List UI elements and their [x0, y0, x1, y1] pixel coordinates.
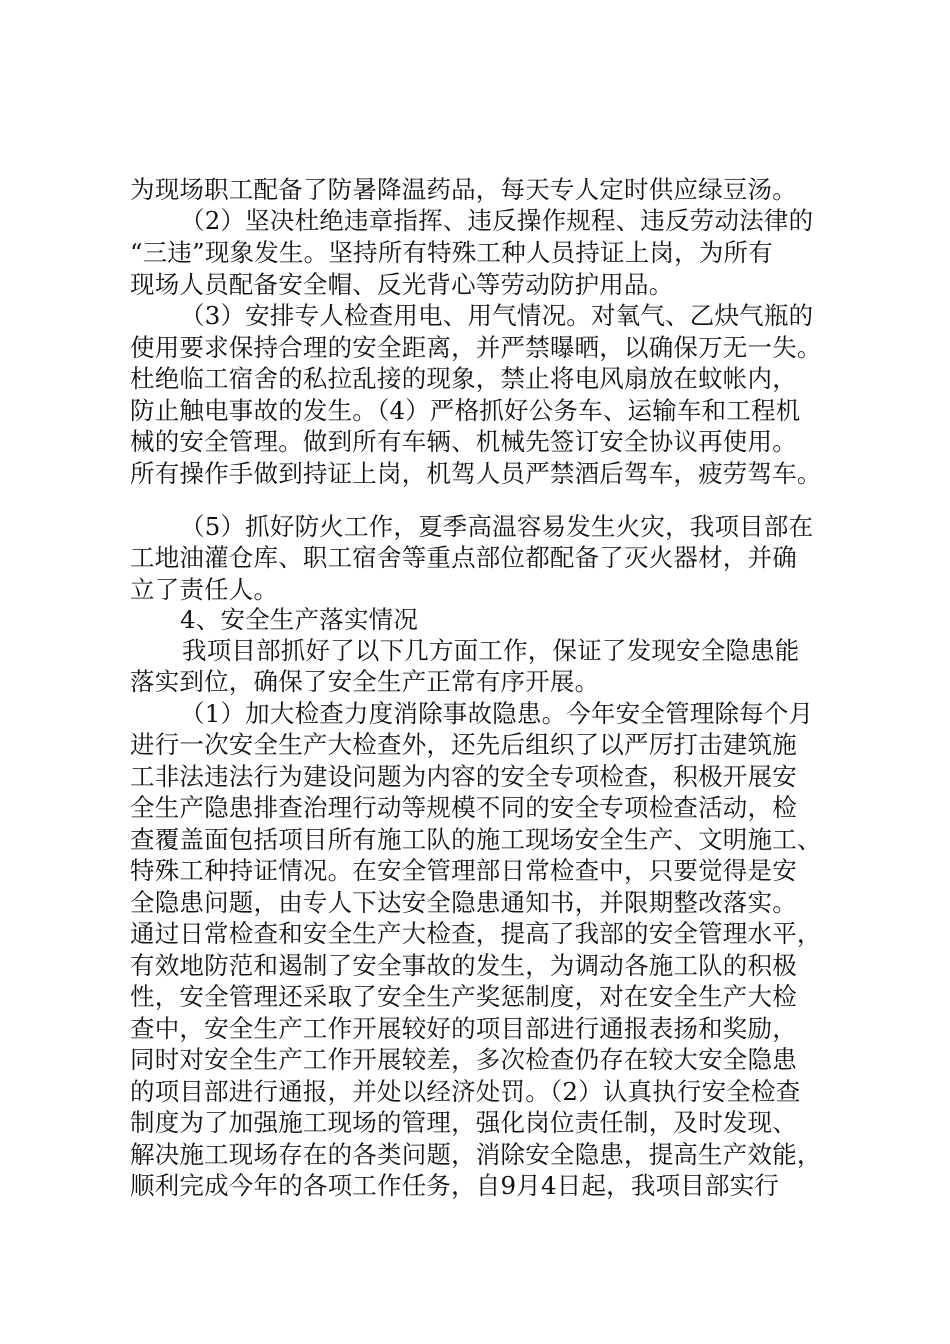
text-line: 通过日常检查和安全生产大检查，提高了我部的安全管理水平， [130, 919, 822, 948]
text-line: （5）抓好防火工作，夏季高温容易发生火灾，我项目部在 [180, 512, 814, 541]
text-line: 械的安全管理。做到所有车辆、机械先签订安全协议再使用。 [130, 427, 797, 456]
text-line: （2）坚决杜绝违章指挥、违反操作规程、违反劳动法律的 [180, 206, 814, 235]
text-line: 查中，安全生产工作开展较好的项目部进行通报表扬和奖励， [130, 1014, 797, 1043]
text-line: 工非法违法行为建设问题为内容的安全专项检查，积极开展安 [130, 762, 797, 791]
text-line: 性，安全管理还采取了安全生产奖惩制度，对在安全生产大检 [130, 982, 797, 1011]
text-line: 所有操作手做到持证上岗，机驾人员严禁酒后驾车，疲劳驾车。 [130, 459, 822, 488]
text-line: 同时对安全生产工作开展较差，多次检查仍存在较大安全隐患 [130, 1045, 797, 1074]
text-line: （1）加大检查力度消除事故隐患。今年安全管理除每个月 [180, 699, 814, 728]
text-line: 为现场职工配备了防暑降温药品，每天专人定时供应绿豆汤。 [130, 175, 797, 204]
text-line: 落实到位，确保了安全生产正常有序开展。 [130, 667, 600, 696]
text-line: 进行一次安全生产大检查外，还先后组织了以严厉打击建筑施 [130, 730, 797, 759]
text-line: 制度为了加强施工现场的管理，强化岗位责任制，及时发现、 [130, 1108, 797, 1137]
text-line: 有效地防范和遏制了安全事故的发生，为调动各施工队的积极 [130, 951, 797, 980]
text-line: 特殊工种持证情况。在安全管理部日常检查中，只要觉得是安 [130, 856, 797, 885]
text-line: 使用要求保持合理的安全距离，并严禁曝晒，以确保万无一失。 [130, 333, 822, 362]
text-line: 的项目部进行通报，并处以经济处罚。（2）认真执行安全检查 [130, 1077, 801, 1106]
text-line: 全生产隐患排查治理行动等规模不同的安全专项检查活动，检 [130, 793, 797, 822]
text-line: “三违”现象发生。坚持所有特殊工种人员持证上岗，为所有 [130, 238, 773, 267]
text-line: 现场人员配备安全帽、反光背心等劳动防护用品。 [130, 270, 674, 299]
text-line: 杜绝临工宿舍的私拉乱接的现象，禁止将电风扇放在蚊帐内， [130, 364, 797, 393]
text-line: （3）安排专人检查用电、用气情况。对氧气、乙炔气瓶的 [180, 301, 814, 330]
text-line: 工地油灌仓库、职工宿舍等重点部位都配备了灭火器材，并确 [130, 543, 797, 572]
text-line: 顺利完成今年的各项工作任务，自9月4日起，我项目部实行 [130, 1171, 780, 1200]
text-line: 解决施工现场存在的各类问题，消除安全隐患，提高生产效能， [130, 1140, 822, 1169]
text-line: 防止触电事故的发生。（4）严格抓好公务车、运输车和工程机 [130, 396, 801, 425]
text-line: 我项目部抓好了以下几方面工作，保证了发现安全隐患能 [182, 636, 800, 665]
text-line: 查覆盖面包括项目所有施工队的施工现场安全生产、文明施工、 [130, 825, 822, 854]
section-heading: 4、安全生产落实情况 [180, 605, 419, 634]
text-line: 全隐患问题，由专人下达安全隐患通知书，并限期整改落实。 [130, 888, 797, 917]
text-line: 立了责任人。 [130, 575, 279, 604]
